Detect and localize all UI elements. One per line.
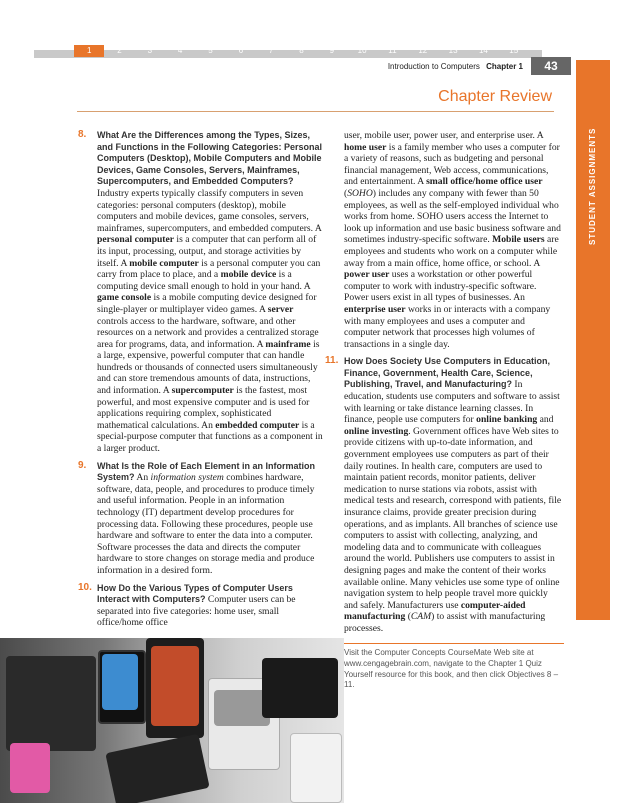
footnote <box>344 648 564 691</box>
body-text: is a mobile computing device designed for single-player or multiplayer video games. A <box>97 292 317 315</box>
italic-term: CAM <box>410 611 432 623</box>
body-text: Computer users can be separated into five categories: home user, small office/home office <box>97 594 296 629</box>
chapter-tab-7: 7 <box>268 46 274 55</box>
body-text: is a computer that can perform all of its input, processing, output, and storage activities by itself. A <box>97 234 317 269</box>
chapter-tabs <box>74 45 529 57</box>
chapter-tab-15: 15 <box>509 46 519 55</box>
smartphone-screen-image <box>151 646 199 726</box>
review-item <box>78 459 323 577</box>
tablet-screen-image <box>102 654 138 710</box>
left-column <box>78 129 323 635</box>
devices-photo <box>0 638 344 803</box>
chapter-tab-4: 4 <box>177 46 183 55</box>
footnote-text: Visit the Computer Concepts CourseMate Web site at www.cengagebrain.com, navigate to the Chapter 1 Quiz Yourself resource for this book, and then click Objectives 8 – 11. <box>344 648 559 690</box>
console-image <box>262 658 338 718</box>
right-column <box>325 130 562 641</box>
body-text: is a large, expensive, powerful computer that can handle hundreds or thousands of connected users simultaneously and can store tremendous amounts of data, instructions, and information. A <box>97 338 320 397</box>
chapter-tab-13: 13 <box>448 46 458 55</box>
key-term: online banking <box>476 414 538 426</box>
body-text: ) includes any company with fewer than 50 employees, as well as the self-employed individual who works from home. SOHO users access the Internet to look up information and use basic business software and sometimes industry-specific software. <box>344 187 561 246</box>
chapter-tab-9: 9 <box>329 46 335 55</box>
page-title: Chapter Review <box>438 88 552 105</box>
sidebar-tab <box>576 60 610 620</box>
item-number: 10. <box>78 581 92 593</box>
review-item <box>78 581 323 629</box>
item-question: What Is the Role of Each Element in an Information System? <box>97 460 316 483</box>
keyboard-phone-image <box>105 734 209 803</box>
body-text: is the fastest, most powerful, and most expensive computer and is used for applications requiring complex, sophisticated mathematical calculations. An <box>97 385 310 431</box>
key-term: game console <box>97 292 152 304</box>
footnote-rule <box>340 643 564 644</box>
chapter-tab-5: 5 <box>208 46 213 55</box>
chapter-tab-1: 1 <box>74 45 104 57</box>
italic-term: SOHO <box>347 187 373 199</box>
body-text: user, mobile user, power user, and enterprise user. A <box>344 130 544 141</box>
key-term: supercomputer <box>171 385 234 397</box>
key-term: embedded computer <box>215 419 300 431</box>
camera-image <box>10 743 50 793</box>
item-number: 8. <box>78 129 87 140</box>
running-head-chapter: Chapter 1 <box>486 62 523 71</box>
item-question: What Are the Differences among the Types, Sizes, and Functions in the Following Categories: Personal Computers (Desktop), Mobile Computers and Mobile Devices, Game Consoles, Servers, Mainframes, Supercomputers, and Embedded Computers? <box>97 130 323 187</box>
key-term: personal computer <box>97 234 175 246</box>
body-text: ( <box>344 187 348 199</box>
item-number: 9. <box>78 459 87 471</box>
chapter-tab-14: 14 <box>478 46 488 55</box>
laptop-image <box>6 656 96 751</box>
body-text: is a family member who uses a computer for a variety of reasons, such as budgeting and personal financial management, Web access, communications, and entertainment. A <box>344 141 560 188</box>
key-term: small office/home office user <box>426 176 543 188</box>
body-text: is a special-purpose computer that functions as a component in a larger product. <box>97 419 323 455</box>
sidebar-label: STUDENT ASSIGNMENTS <box>588 127 597 245</box>
top-margin <box>0 0 638 48</box>
review-item <box>78 129 323 455</box>
chapter-tab-11: 11 <box>388 46 397 55</box>
italic-term: information system <box>150 472 224 484</box>
title-rule <box>77 111 554 112</box>
key-term: home user <box>344 141 387 153</box>
chapter-tab-12: 12 <box>418 46 428 55</box>
body-text: ) to assist with manufacturing processes. <box>344 611 546 634</box>
body-text: combines hardware, software, data, people, and procedures to produce timely and useful information. People in an information technology (IT) department develop procedures for processing data. Following these procedures, people use hardware and software to enter the data into a computer. Software processes the data and directs the computer hardware to store changes on storage media and produce information in a desired form. <box>97 472 315 576</box>
key-term: mainframe <box>265 338 311 350</box>
body-text: controls access to the hardware, software, and other resources on a network and provides a centralized storage area for programs, data, and information. A <box>97 315 319 350</box>
key-term: power user <box>344 269 390 281</box>
key-term: online investing <box>344 425 409 437</box>
body-text: . Government offices have Web sites to provide citizens with up-to-date information, and government employees use computers as part of their daily routines. In health care, computers are used to maintain patient records, monitor patients, deliver medication to nurse stations via robots, assist with medical tests and research, correspond with patients, file insurance claims, provide greater precision during operations, and as implants. All branches of science use computers to assist with collecting, analyzing, and modeling data and to communicate with colleagues around the world. Publishers use computers to assist in designing pages and make the content of their works available online. Many vehicles use some type of online navigation system to help people travel more quickly and safely. Manufacturers use <box>344 425 562 611</box>
chapter-tab-8: 8 <box>299 46 304 55</box>
chapter-tab-6: 6 <box>238 46 244 55</box>
body-text: is a personal computer you can carry from place to place, and a <box>97 257 321 281</box>
page-number: 43 <box>531 57 571 75</box>
body-text: works in or interacts with a company with many employees and uses a computer and computer network that processes high volumes of transactions in a single day. <box>344 303 551 350</box>
body-text: uses a workstation or other powerful computer to work with industry-specific software. Power users exist in all types of businesses. An <box>344 269 537 304</box>
key-term: server <box>267 303 294 315</box>
body-text: In education, students use computers and software to assist with learning or take distance learning classes. In finance, people use computers for <box>344 379 560 426</box>
key-term: computer-aided manufacturing <box>344 599 526 623</box>
running-header <box>0 60 638 78</box>
key-term: enterprise user <box>344 303 406 315</box>
item-number: 11. <box>325 355 339 367</box>
body-text: An <box>134 472 151 484</box>
item-question: How Do the Various Types of Computer Users Interact with Computers? <box>97 582 293 605</box>
key-term: Mobile users <box>492 234 545 246</box>
key-term: mobile device <box>220 269 277 281</box>
body-text: ( <box>405 611 411 623</box>
body-text: Industry experts typically classify computers in seven categories: personal computers (desktop), mobile computers and mobile devices, game consoles, servers, mainframes, supercomputers, and embedded computers. A <box>97 187 322 234</box>
item-question: How Does Society Use Computers in Education, Finance, Government, Health Care, Science, Publishing, Travel, and Manufacturing? <box>344 356 551 390</box>
body-text: are employees and students who work on a computer while away from a main office, home office, or school. A <box>344 234 559 269</box>
review-item <box>325 355 562 634</box>
review-item-continued <box>344 130 562 350</box>
running-head-text <box>388 62 523 71</box>
body-text: and <box>537 414 554 426</box>
chapter-tab-3: 3 <box>147 46 153 55</box>
running-head-title: Introduction to Computers <box>387 62 480 71</box>
key-term: mobile computer <box>129 257 199 269</box>
chapter-tab-2: 2 <box>117 46 122 55</box>
chapter-tab-10: 10 <box>357 46 367 55</box>
game-console-white-image <box>290 733 342 803</box>
body-text: is a computing device small enough to hold in your hand. A <box>97 269 311 292</box>
